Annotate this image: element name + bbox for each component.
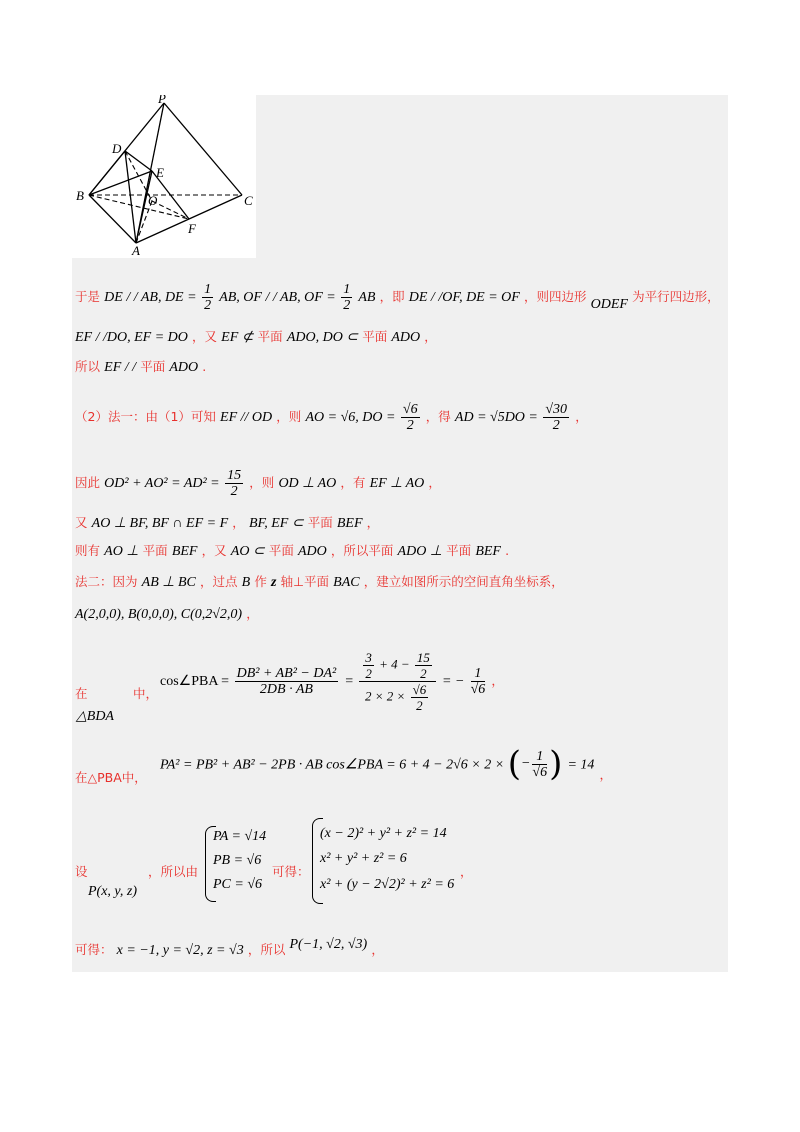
text: 平面 — [307, 515, 333, 530]
text: 平面 — [268, 543, 294, 558]
math: = − — [442, 674, 465, 689]
edge-OF — [152, 201, 189, 219]
math: BEF — [475, 544, 501, 559]
text: ，又 — [201, 543, 227, 558]
label-B: B — [76, 188, 84, 203]
math: z — [271, 575, 277, 590]
text: 平面 — [140, 359, 166, 374]
math: DE / / AB, DE = — [104, 290, 201, 305]
line-5 — [75, 468, 441, 499]
line-1 — [75, 282, 720, 313]
math: A(2,0,0), B(0,0,0), C(0,2√2,0) — [75, 607, 243, 622]
math: ADO ⊥ — [397, 544, 443, 559]
math: = 14 — [567, 757, 595, 773]
edge-BA — [89, 195, 136, 243]
math: EF ⊥ AO — [369, 476, 425, 491]
edge-PC — [164, 103, 242, 195]
label-P: P — [158, 95, 166, 106]
math: BEF — [336, 516, 363, 531]
math: PC = √6 — [213, 877, 263, 892]
pyramid-diagram — [72, 95, 256, 258]
text: 平面 — [257, 329, 283, 344]
math: AO ⊥ — [104, 544, 139, 559]
math: (x − 2)² + y² + z² = 14 — [320, 826, 447, 841]
text: ，则 — [276, 409, 302, 424]
math: PA = √14 — [213, 829, 267, 844]
text: 因此 — [75, 475, 101, 490]
text: ， — [428, 475, 441, 490]
math: BEF — [171, 544, 198, 559]
math: AO ⊥ BF, BF ∩ EF = F — [91, 516, 229, 531]
text: ， — [424, 329, 437, 344]
math: PA² = PB² + AB² − 2PB · AB cos∠PBA = 6 + 4 − 2√6 × 2 × — [160, 757, 508, 773]
math: ADO, DO ⊂ — [286, 330, 359, 345]
math: = — [344, 674, 358, 689]
line-9 — [75, 605, 259, 624]
math: P(x, y, z) — [88, 884, 137, 899]
math: EF / /DO, EF = DO — [75, 330, 188, 345]
text: ，所以平面 — [330, 543, 394, 558]
math: B — [241, 575, 251, 590]
line-7 — [75, 542, 509, 561]
cos-pba-equation — [160, 650, 504, 713]
math: PB = √6 — [213, 853, 262, 868]
math: EF ⊄ — [221, 330, 254, 345]
text: 中， — [133, 686, 159, 701]
math: cos∠PBA = — [160, 674, 233, 689]
text: 法二：因为 — [75, 574, 138, 589]
math: x = −1, y = √2, z = √3 — [116, 943, 244, 958]
text: 在△PBA中， — [75, 770, 147, 785]
text: 为平行四边形， — [632, 289, 720, 304]
math: AB ⊥ BC — [141, 575, 196, 590]
text: 作 — [254, 574, 267, 589]
math: P(−1, √2, √3) — [289, 937, 368, 952]
text: ， — [371, 942, 384, 957]
text: 可得： — [272, 864, 310, 879]
math: DE / /OF, DE = OF — [408, 290, 520, 305]
label-D: D — [112, 141, 122, 156]
text: 又 — [75, 515, 88, 530]
label-O: O — [148, 193, 158, 208]
text: 平面 — [142, 543, 168, 558]
compound-fraction: $\frac{3}{2}$ + 4 − $\frac{15}{2}$ 2 × 2 × $\frac{√6}{2}$ — [359, 650, 436, 713]
fraction: $\frac{√30}{2}$ — [545, 402, 568, 433]
text: 平面 — [446, 543, 472, 558]
label-F: F — [188, 221, 196, 236]
text: ，过点 — [200, 574, 238, 589]
label-C: C — [244, 193, 253, 208]
math: x² + (y − 2√2)² + z² = 6 — [320, 877, 455, 892]
text: 轴⊥平面 — [280, 574, 329, 589]
math: BF, EF ⊂ — [248, 516, 304, 531]
text: 所以 — [75, 359, 101, 374]
text: ，即 — [379, 289, 405, 304]
math: AB — [358, 290, 376, 305]
edge-DE — [125, 151, 152, 171]
label-E: E — [156, 165, 164, 180]
text: ， — [460, 864, 473, 879]
label-A: A — [132, 243, 140, 258]
math: OD ⊥ AO — [278, 476, 337, 491]
pa-squared-equation: PA² = PB² + AB² − 2PB · AB cos∠PBA = 6 + 4 − 2√6 × 2 × (− $\frac{1}{√6}$ ) = 14 $_,$ — [160, 744, 613, 784]
math: BAC — [333, 575, 360, 590]
text: 设 — [75, 864, 88, 879]
fraction: $\frac{1}{2}$ — [343, 282, 351, 313]
text: ， — [491, 673, 504, 688]
text: ，则 — [249, 475, 275, 490]
line-3 — [75, 358, 206, 377]
text: 于是 — [75, 289, 101, 304]
fraction: $\frac{1}{√6}$ — [470, 666, 486, 697]
text: . — [505, 543, 510, 558]
text: ，则四边形 — [523, 289, 587, 304]
math: OD² + AO² = AD² = — [104, 476, 224, 491]
fraction: $\frac{\text{DB² + AB² − DA²}}{2DB \cdot AB}$ — [236, 666, 337, 697]
text: ， — [232, 515, 245, 530]
text: ，又 — [192, 329, 218, 344]
math: x² + y² + z² = 6 — [320, 851, 407, 866]
text: . — [202, 359, 207, 374]
math: AO ⊂ — [230, 544, 265, 559]
math: AO = √6, DO = — [305, 410, 399, 425]
line-2 — [75, 328, 437, 347]
text: ，所以 — [247, 942, 286, 957]
text: ，得 — [425, 409, 451, 424]
geometry-figure — [72, 95, 256, 258]
math: △BDA — [76, 709, 114, 724]
fraction: $\frac{√6}{2}$ — [402, 402, 418, 433]
text: ，所以由 — [148, 864, 199, 879]
text: 则有 — [75, 543, 101, 558]
line-8 — [75, 573, 564, 592]
text: ， — [366, 515, 380, 530]
math: EF // OD — [220, 410, 273, 425]
fraction: $\frac{15}{2}$ — [227, 468, 242, 499]
fraction: $\frac{1}{√6}$ — [532, 748, 548, 780]
math: ADO — [391, 330, 421, 345]
line-13 — [75, 937, 384, 960]
text: ，建立如图所示的空间直角坐标系， — [363, 574, 564, 589]
text: （2）法一：由（1）可知 — [75, 409, 216, 424]
text: ， — [575, 409, 588, 424]
line-4 — [75, 402, 588, 433]
text: ，有 — [340, 475, 366, 490]
edge-DA — [125, 151, 136, 243]
text: 平面 — [362, 329, 388, 344]
text: 在 — [75, 686, 88, 701]
math: ADO — [297, 544, 327, 559]
math: AB, OF / / AB, OF = — [219, 290, 340, 305]
fraction: $\frac{1}{2}$ — [204, 282, 212, 313]
math: AD = √5DO = — [454, 410, 542, 425]
math: ODEF — [590, 297, 628, 312]
text: ， — [246, 606, 259, 621]
math: EF / / — [104, 360, 137, 375]
text: ， — [599, 766, 613, 782]
math: ADO — [169, 360, 199, 375]
line-6 — [75, 514, 379, 533]
text: 可得： — [75, 942, 113, 957]
